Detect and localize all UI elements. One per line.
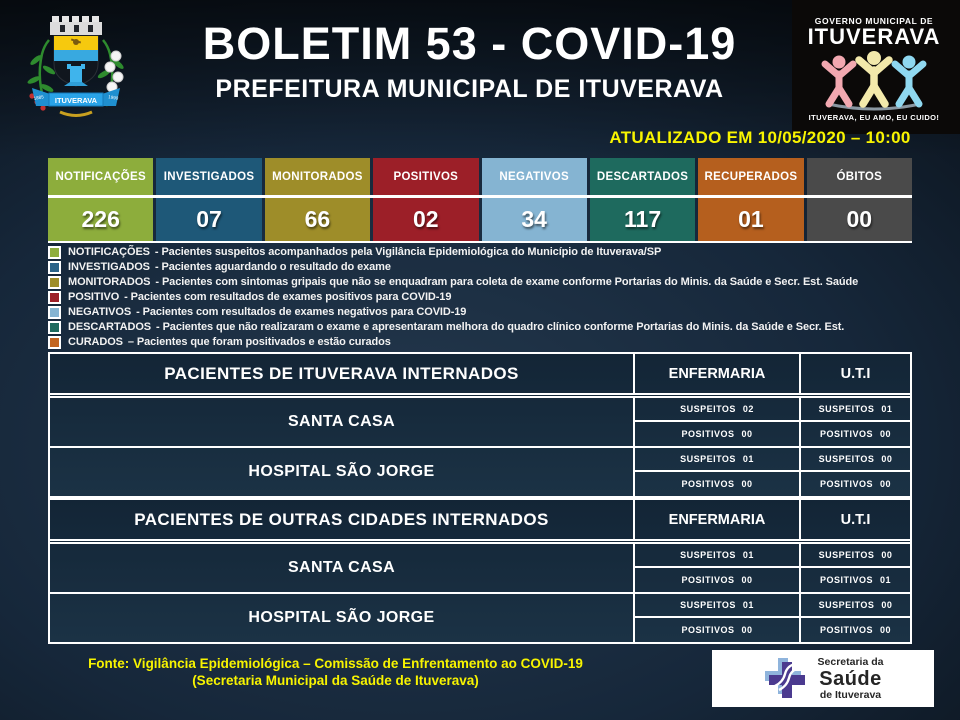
cell-value: 00 [881,454,893,464]
cell-uti-suspeitos [799,544,910,568]
gov-logo-slogan: ITUVERAVA, EU AMO, EU CUIDO! [808,113,940,122]
ituverava-coat-of-arms-icon [24,10,128,122]
cell-enf-positivos [633,618,799,642]
cell-enf-suspeitos [633,398,799,422]
cell-label: SUSPEITOS [818,454,875,464]
legend-term: DESCARTADOS [68,321,152,333]
hospital-name: SANTA CASA [287,413,396,430]
gov-logo [796,16,952,122]
stat-header-positivos: POSITIVOS [373,158,478,195]
three-people-icon [812,50,936,112]
stat-header-investigados: INVESTIGADOS [156,158,261,195]
saude-logo-line1: Secretaria da [817,656,884,668]
hospital-name: HOSPITAL SÃO JORGE [248,609,435,626]
cell-value: 00 [880,625,892,635]
legend-desc: – Pacientes que foram positivados e estão curados [127,336,391,348]
stat-header-descartados: DESCARTADOS [590,158,695,195]
cell-value: 00 [741,575,753,585]
legend-term: NEGATIVOS [68,306,132,318]
crest-banner-text: ITUVERAVA [54,96,98,105]
legend-term: CURADOS [68,336,123,348]
hospital-name: SANTA CASA [287,559,396,576]
cell-label: POSITIVOS [819,479,873,489]
table-row-hospital-sao-jorge [50,446,910,496]
cell-uti-suspeitos [799,594,910,618]
legend-desc: - Pacientes com sintomas gripais que não se enquadram para coleta de exame conforme Portarias do Minis. da Saúde e Secr. Est. Saúde [155,276,859,288]
cell-value: 00 [881,550,893,560]
page-subtitle: PREFEITURA MUNICIPAL DE ITUVERAVA [215,75,724,103]
updated-timestamp: ATUALIZADO EM 10/05/2020 – 10:00 [609,128,911,147]
table-outras-cidades-internados [48,498,912,644]
stat-value-investigados: 07 [156,198,261,241]
cell-value: 02 [742,404,754,414]
cell-label: POSITIVOS [681,575,735,585]
legend-swatch-blue [48,261,61,274]
cell-value: 00 [881,600,893,610]
legend-item-investigados [48,261,918,274]
table-ituverava-internados [48,352,912,498]
saude-logo-text [818,657,884,700]
legend-swatch-olive [48,276,61,289]
cell-value: 01 [880,575,892,585]
gov-logo-line1: GOVERNO MUNICIPAL DE [814,16,934,26]
table-row-hospital-sao-jorge [50,592,910,642]
cell-enf-positivos [633,472,799,496]
cell-value: 00 [741,625,753,635]
cell-label: SUSPEITOS [680,550,736,560]
legend-term: INVESTIGADOS [68,261,150,273]
legend-item-notificacoes [48,246,918,259]
cell-label: POSITIVOS [819,625,873,635]
table-header [50,354,910,398]
legend-item-negativos [48,306,918,319]
cell-value: 01 [742,550,754,560]
cell-value: 01 [742,600,754,610]
crest-year-left: 1885 [33,94,45,101]
cell-value: 00 [880,479,892,489]
stats-header-row [48,158,912,195]
stat-value-positivos: 02 [373,198,478,241]
cell-label: SUSPEITOS [818,404,875,414]
table-row-santa-casa [50,544,910,592]
legend-item-curados [48,336,918,349]
title-block [142,18,797,104]
legend-item-positivo [48,291,918,304]
source-line1: Fonte: Vigilância Epidemiológica – Comissão de Enfrentamento ao COVID-19 [88,656,583,671]
stat-header-recuperados: RECUPERADOS [698,158,803,195]
table-row-santa-casa [50,398,910,446]
legend-term: NOTIFICAÇÕES [68,246,150,258]
column-uti: U.T.I [799,500,910,539]
column-uti: U.T.I [799,354,910,393]
stats-value-row [48,198,912,241]
cell-value: 00 [741,479,753,489]
cell-label: POSITIVOS [681,479,735,489]
cell-label: SUSPEITOS [680,404,736,414]
saude-logo-line2: Saúde [819,667,882,690]
legend-term: POSITIVO [68,291,120,303]
stat-value-negativos: 34 [482,198,587,241]
table-title: PACIENTES DE OUTRAS CIDADES INTERNADOS [134,509,549,529]
gov-logo-line2: ITUVERAVA [807,24,941,49]
stat-value-recuperados: 01 [698,198,803,241]
legend-desc: - Pacientes suspeitos acompanhados pela Vigilância Epidemiológica do Município de Ituverava/SP [154,246,662,258]
table-header [50,500,910,544]
column-enfermaria: ENFERMARIA [633,354,799,393]
legend-desc: - Pacientes com resultados de exames positivos para COVID-19 [124,291,452,303]
cell-uti-suspeitos [799,448,910,472]
source-note [28,655,643,689]
stats-table [48,158,912,243]
cell-uti-positivos [799,472,910,496]
column-enfermaria: ENFERMARIA [633,500,799,539]
legend-item-monitorados [48,276,918,289]
cell-enf-positivos [633,422,799,446]
cell-enf-positivos [633,568,799,592]
cell-value: 00 [880,429,892,439]
cell-label: SUSPEITOS [818,550,875,560]
stat-header-monitorados: MONITORADOS [265,158,370,195]
legend [48,246,918,351]
cell-value: 01 [742,454,754,464]
legend-swatch-teal [48,321,61,334]
saude-logo-line3: de Ituverava [819,688,882,701]
stats-bottom-border [48,241,912,243]
health-cross-icon [763,656,809,702]
cell-label: SUSPEITOS [818,600,875,610]
cell-label: POSITIVOS [819,429,873,439]
page-title: BOLETIM 53 - COVID-19 [202,18,737,69]
legend-desc: - Pacientes aguardando o resultado do exame [154,261,391,273]
stat-header-negativos: NEGATIVOS [482,158,587,195]
cell-label: POSITIVOS [681,429,735,439]
cell-value: 00 [741,429,753,439]
cell-label: POSITIVOS [681,625,735,635]
hospital-name: HOSPITAL SÃO JORGE [248,463,435,480]
cell-uti-suspeitos [799,398,910,422]
stat-header-notificacoes: NOTIFICAÇÕES [48,158,153,195]
cell-uti-positivos [799,422,910,446]
legend-desc: - Pacientes que não realizaram o exame e apresentaram melhora do quadro clínico conforme Portarias do Minis. da Saúde e Secr. Est. [156,321,845,333]
table-title: PACIENTES DE ITUVERAVA INTERNADOS [164,363,519,383]
cell-enf-suspeitos [633,448,799,472]
stat-header-obitos: ÓBITOS [807,158,912,195]
cell-label: POSITIVOS [819,575,873,585]
cell-enf-suspeitos [633,544,799,568]
cell-value: 01 [881,404,893,414]
cell-label: SUSPEITOS [680,454,736,464]
stat-value-monitorados: 66 [265,198,370,241]
legend-term: MONITORADOS [68,276,151,288]
legend-swatch-orange [48,336,61,349]
source-line2: (Secretaria Municipal da Saúde de Ituverava) [192,673,479,688]
cell-uti-positivos [799,568,910,592]
legend-item-descartados [48,321,918,334]
legend-swatch-lightblue [48,306,61,319]
stat-value-descartados: 117 [590,198,695,241]
legend-swatch-green [48,246,61,259]
stat-value-obitos: 00 [807,198,912,241]
stat-value-notificacoes: 226 [48,198,153,241]
cell-label: SUSPEITOS [680,600,736,610]
secretaria-saude-logo [712,650,934,707]
cell-uti-positivos [799,618,910,642]
cell-enf-suspeitos [633,594,799,618]
crest-year-right: 1990 [107,94,119,101]
legend-desc: - Pacientes com resultados de exames negativos para COVID-19 [136,306,467,318]
legend-swatch-red [48,291,61,304]
